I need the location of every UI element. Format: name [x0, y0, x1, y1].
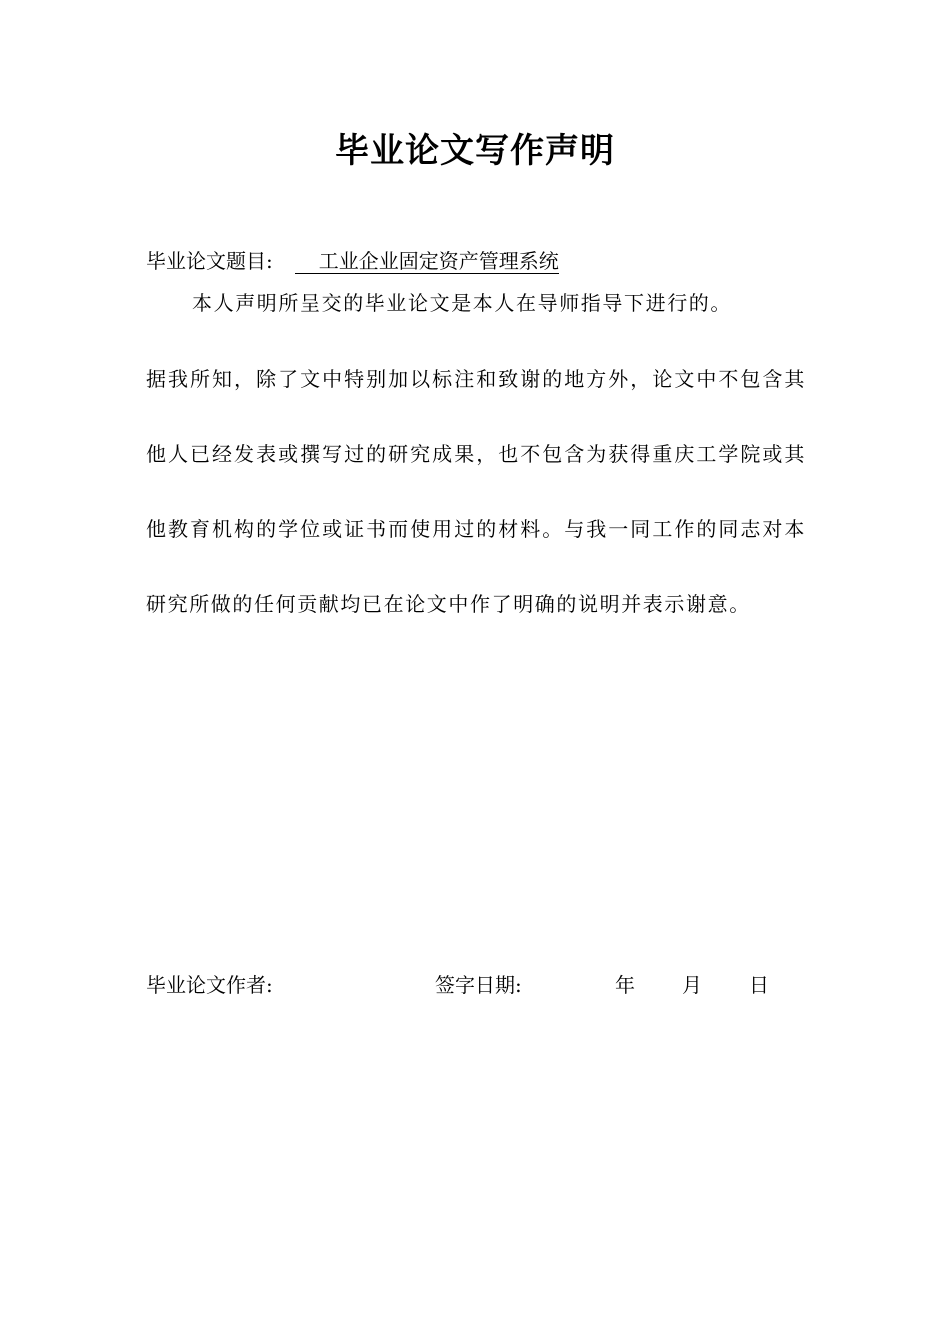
thesis-topic-row — [146, 246, 559, 276]
date-month-label: 月 — [682, 973, 702, 997]
page-title: 毕业论文写作声明 — [335, 131, 615, 171]
author-signature-label: 毕业论文作者: — [146, 973, 273, 997]
thesis-topic-value: 工业企业固定资产管理系统 — [295, 249, 559, 274]
thesis-topic-label: 毕业论文题目: — [146, 249, 273, 273]
date-day-label: 日 — [749, 973, 769, 997]
sign-date-label: 签字日期: — [435, 973, 522, 997]
declaration-paragraph — [146, 286, 806, 642]
date-year-label: 年 — [615, 973, 635, 997]
declaration-body: 据我所知，除了文中特别加以标注和致谢的地方外，论文中不包含其他人已经发表或撰写过的研究成果，也不包含为获得重庆工学院或其他教育机构的学位或证书而使用过的材料。与我一同工作的同志对本研究所做的任何贡献均已在论文中作了明确的说明并表示谢意。 — [146, 367, 806, 616]
declaration-first-line: 本人声明所呈交的毕业论文是本人在导师指导下进行的。 — [192, 291, 732, 315]
